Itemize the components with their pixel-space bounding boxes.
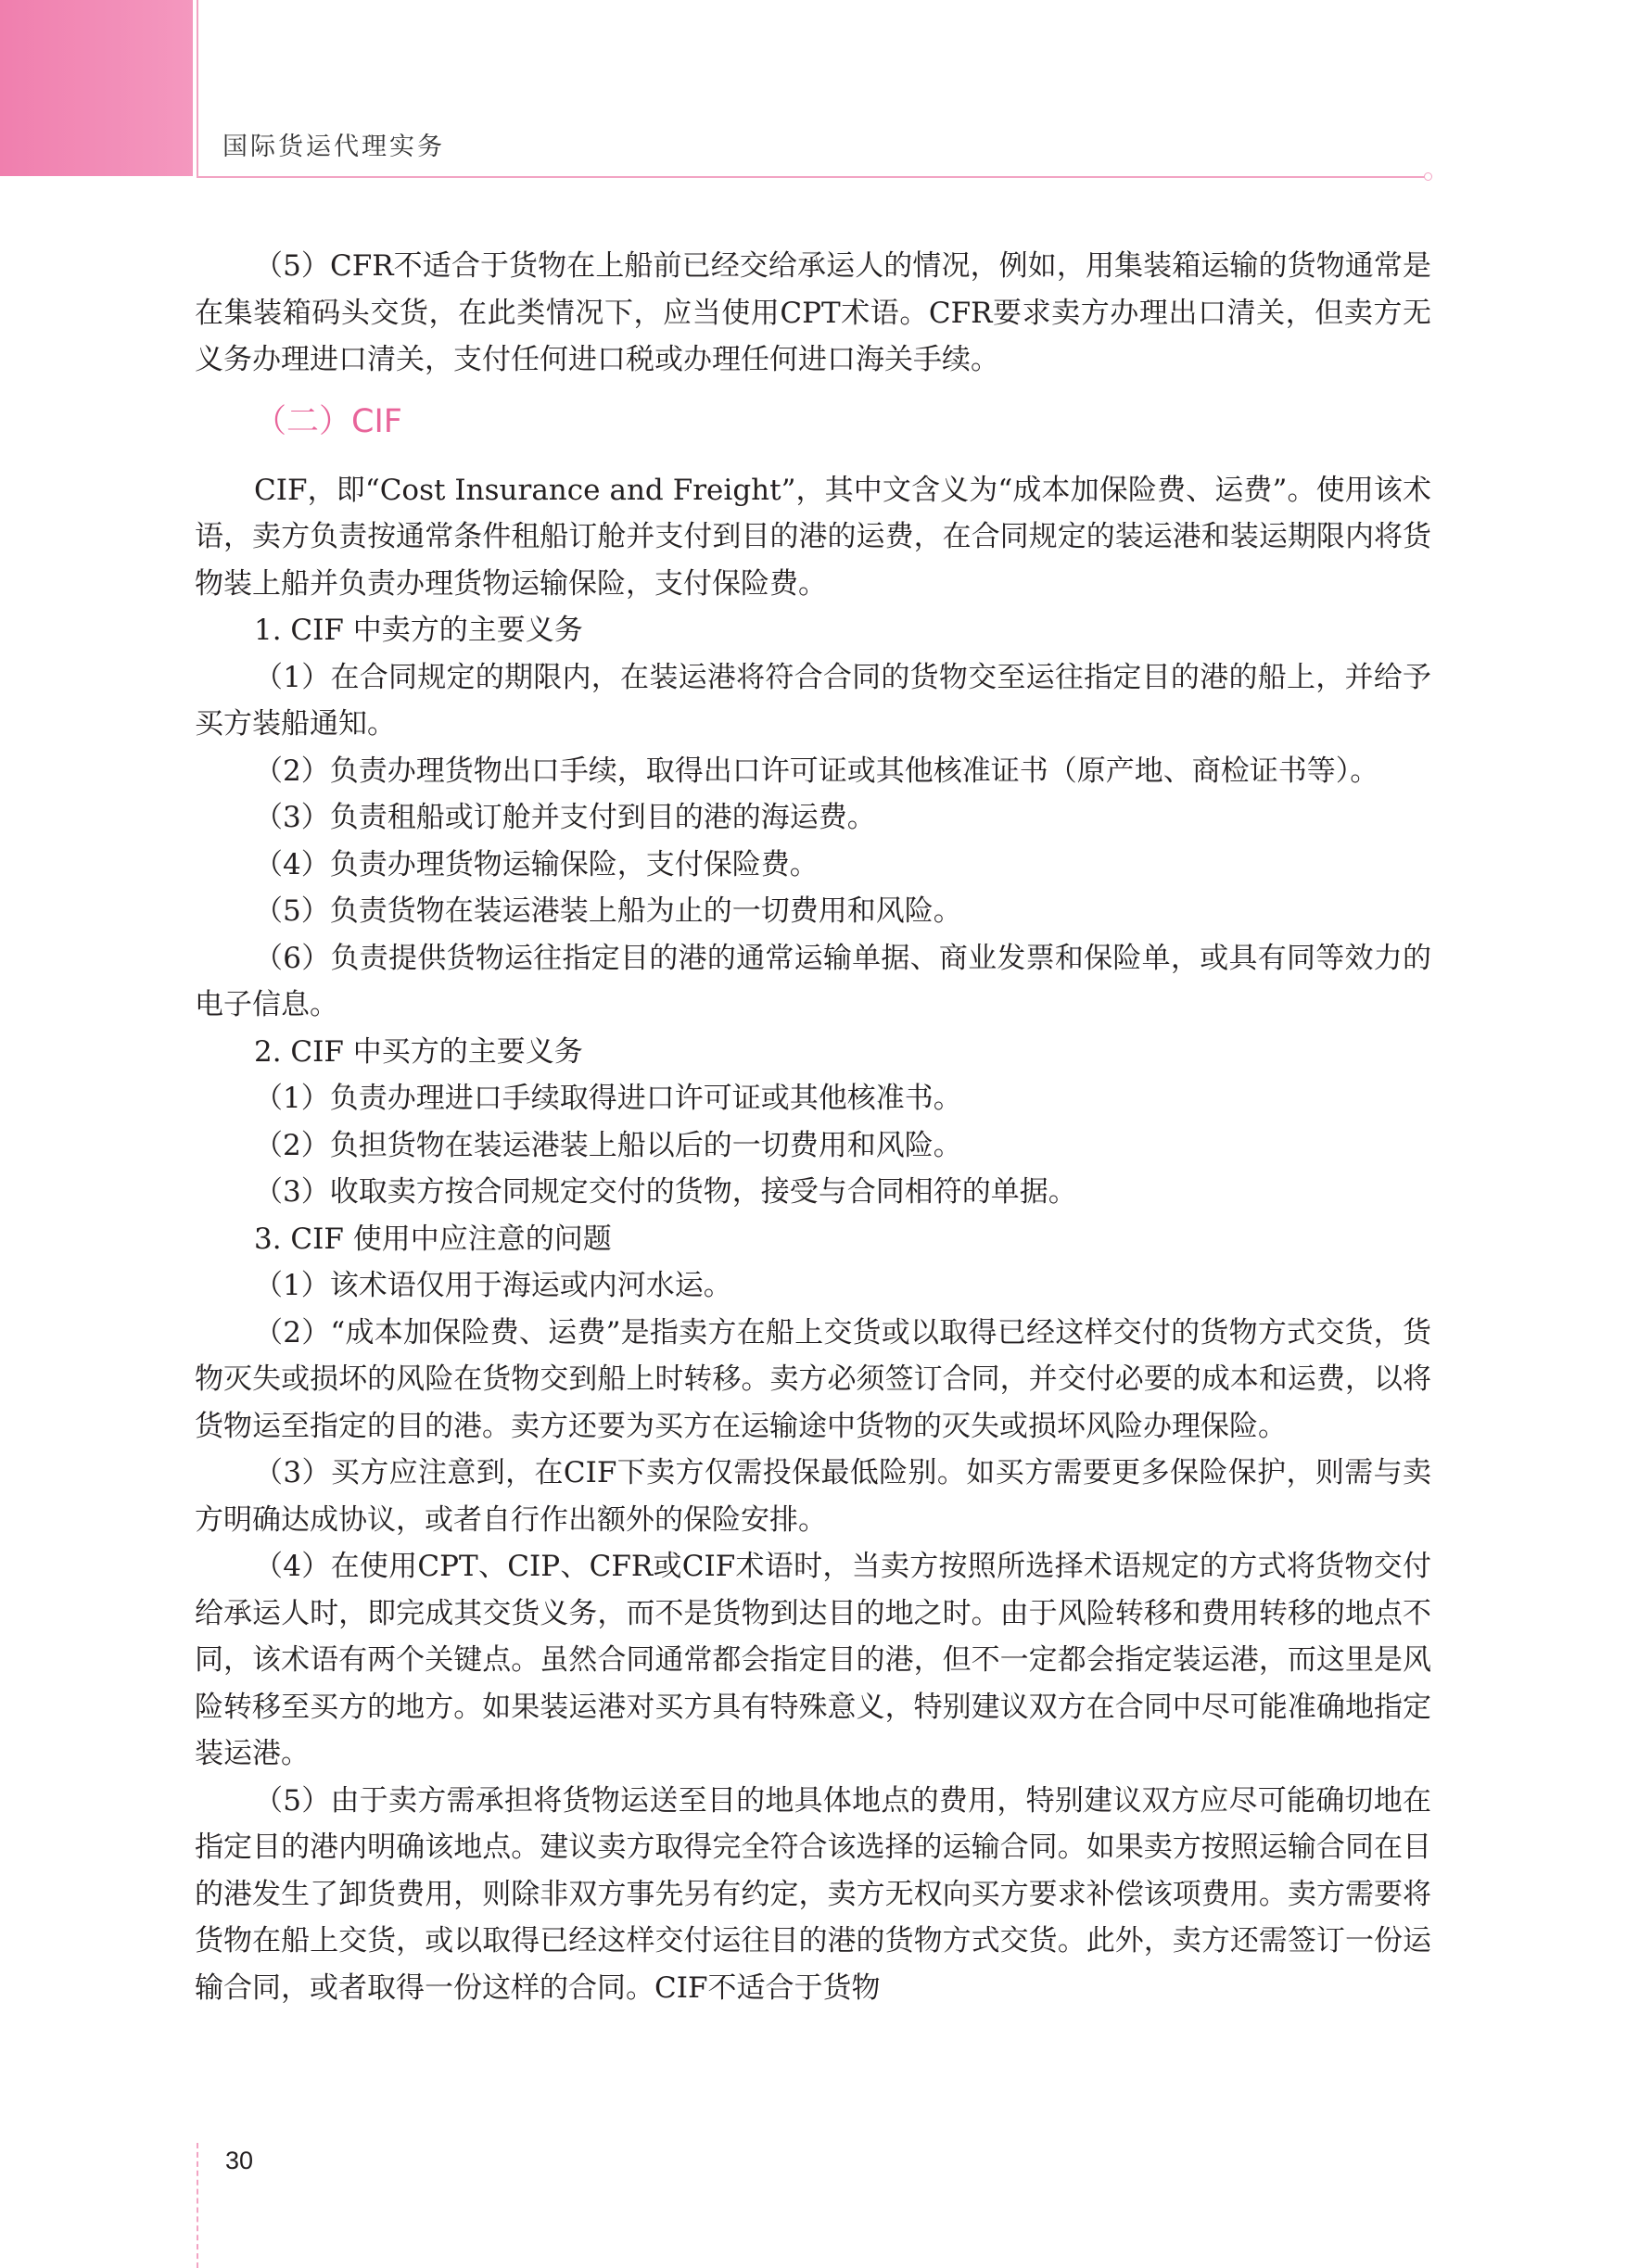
list-item: （3）负责租船或订舱并支付到目的港的海运费。 <box>254 801 876 834</box>
paragraph-cfr-note-5: （5）CFR不适合于货物在上船前已经交给承运人的情况，例如，用集装箱运输的货物通常是在集装箱码头交货，在此类情况下，应当使用CPT术语。CFR要求卖方办理出口清关，但卖方无义务办理进口清关，支付任何进口税或办理任何进口海关手续。 <box>195 249 1431 376</box>
header-vertical-rule <box>197 0 198 176</box>
header-rule-end-dot <box>1424 172 1432 181</box>
list-item: （1）负责办理进口手续取得进口许可证或其他核准书。 <box>254 1082 962 1115</box>
header-color-block <box>0 0 193 176</box>
list-item: （1）该术语仅用于海运或内河水运。 <box>254 1269 732 1302</box>
list-item: （4）在使用CPT、CIP、CFR或CIF术语时，当卖方按照所选择术语规定的方式将货物交付给承运人时，即完成其交货义务，而不是货物到达目的地之时。由于风险转移和费用转移的地点不同，该术语有两个关键点。虽然合同通常都会指定目的港，但不一定都会指定装运港，而这里是风险转移至买方的地方。如果装运港对买方具有特殊意义，特别建议双方在合同中尽可能准确地指定装运港。 <box>195 1550 1431 1770</box>
list-item: （1）在合同规定的期限内，在装运港将符合合同的货物交至运往指定目的港的船上，并给予买方装船通知。 <box>195 660 1431 741</box>
running-header-title: 国际货运代理实务 <box>222 133 445 161</box>
list-item: （2）负责办理货物出口手续，取得出口许可证或其他核准证书（原产地、商检证书等）。 <box>254 754 1379 788</box>
subheading-buyer-obligations: 2. CIF 中买方的主要义务 <box>254 1034 583 1069</box>
list-item: （4）负责办理货物运输保险，支付保险费。 <box>254 847 819 881</box>
section-heading-cif: （二）CIF <box>254 402 402 440</box>
subheading-usage-notes: 3. CIF 使用中应注意的问题 <box>254 1222 612 1256</box>
header-horizontal-rule <box>197 176 1426 178</box>
list-item: （6）负责提供货物运往指定目的港的通常运输单据、商业发票和保险单，或具有同等效力的电子信息。 <box>195 941 1431 1021</box>
list-item: （5）由于卖方需承担将货物运送至目的地具体地点的费用，特别建议双方应尽可能确切地在指定目的港内明确该地点。建议卖方取得完全符合该选择的运输合同。如果卖方按照运输合同在目的港发生了卸货费用，则除非双方事先另有约定，卖方无权向买方要求补偿该项费用。卖方需要将货物在船上交货，或以取得已经这样交付运往目的港的货物方式交货。此外，卖方还需签订一份运输合同，或者取得一份这样的合同。CIF不适合于货物 <box>195 1783 1431 2005</box>
list-item: （2）“成本加保险费、运费”是指卖方在船上交货或以取得已经这样交付的货物方式交货，货物灭失或损坏的风险在货物交到船上时转移。卖方必须签订合同，并交付必要的成本和运费，以将货物运至指定的目的港。卖方还要为买方在运输途中货物的灭失或损坏风险办理保险。 <box>195 1315 1431 1443</box>
list-item: （3）收取卖方按合同规定交付的货物，接受与合同相符的单据。 <box>254 1175 1077 1209</box>
page-number: 30 <box>225 2147 254 2174</box>
list-item: （3）买方应注意到，在CIF下卖方仅需投保最低险别。如买方需要更多保险保护，则需与卖方明确达成协议，或者自行作出额外的保险安排。 <box>195 1456 1431 1537</box>
page-body <box>195 243 1431 2011</box>
footer-dashed-rule <box>197 2143 198 2268</box>
list-item: （5）负责货物在装运港装上船为止的一切费用和风险。 <box>254 894 962 928</box>
paragraph-cif-intro: CIF，即“Cost Insurance and Freight”，其中文含义为“成本加保险费、运费”。使用该术语，卖方负责按通常条件租船订舱并支付到目的港的运费，在合同规定的装运港和装运期限内将货物装上船并负责办理货物运输保险，支付保险费。 <box>195 473 1431 601</box>
list-item: （2）负担货物在装运港装上船以后的一切费用和风险。 <box>254 1128 962 1162</box>
subheading-seller-obligations: 1. CIF 中卖方的主要义务 <box>254 614 583 647</box>
